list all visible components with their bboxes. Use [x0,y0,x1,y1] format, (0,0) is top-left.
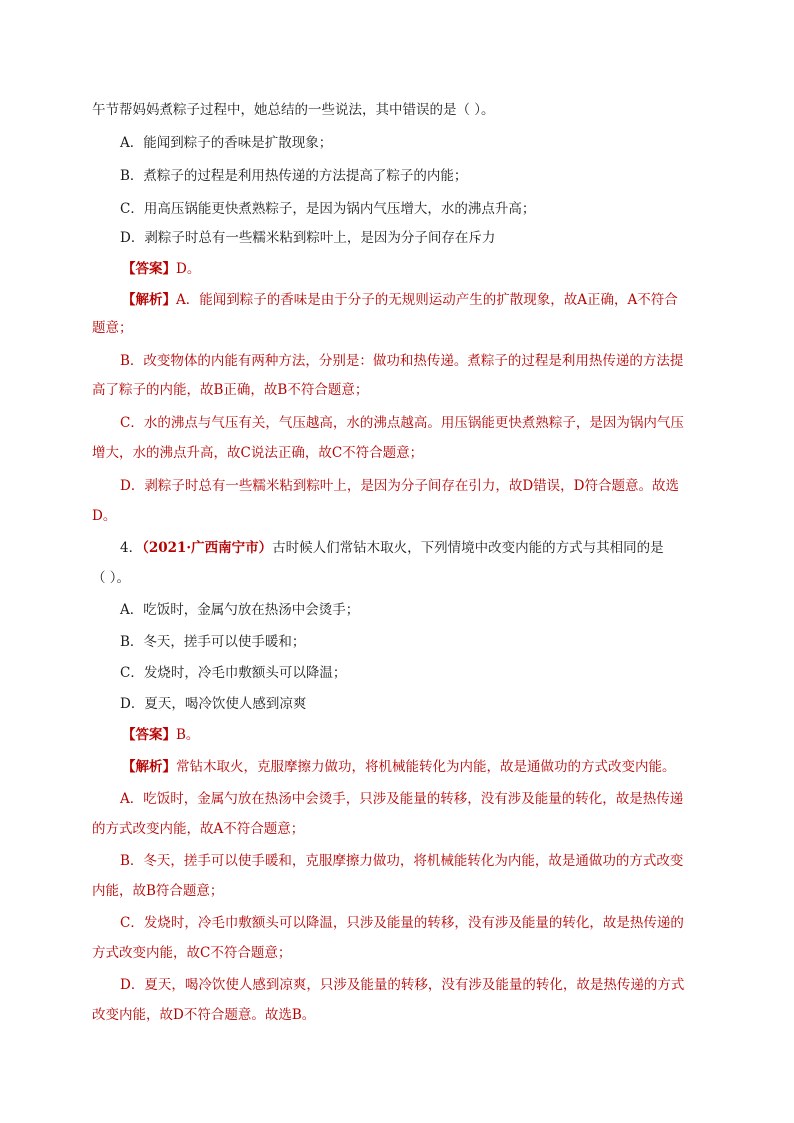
q3-analysis-line-4: 高了粽子的内能，故B正确，故B不符合题意； [92,382,369,398]
q4-number: 4． [120,540,143,556]
analysis-text: 常钻木取火，克服摩擦力做功，将机械能转化为内能，故是通做功的方式改变内能。 [176,759,676,775]
q4-option-c: C．发烧时，冷毛巾敷额头可以降温； [120,665,347,681]
q4-option-a: A．吃饭时，金属勺放在热汤中会烫手； [120,602,360,618]
answer-value: B。 [176,727,200,743]
q3-option-c: C．用高压锅能更快煮熟粽子，是因为锅内气压增大，水的沸点升高； [120,201,536,217]
q3-option-a: A．能闻到粽子的香味是扩散现象； [120,135,333,151]
analysis-text: A．能闻到粽子的香味是由于分子的无规则运动产生的扩散现象，故A正确，A不符合 [176,292,678,308]
q4-stem [120,538,664,558]
q4-option-b: B．冬天，搓手可以使手暖和； [120,634,306,650]
q4-option-d: D．夏天，喝冷饮使人感到凉爽 [120,696,307,712]
q4-analysis-line-5: 内能，故B符合题意； [92,883,224,899]
q3-analysis-line-6: 增大，水的沸点升高，故C说法正确，故C不符合题意； [92,445,424,461]
q4-stem-tail: （ ）。 [92,570,131,586]
q3-analysis-line-1 [122,290,678,310]
q3-stem: 午节帮妈妈煮粽子过程中，她总结的一些说法，其中错误的是（ ）。 [92,102,495,118]
q3-option-b: B．煮粽子的过程是利用热传递的方法提高了粽子的内能； [120,168,468,184]
q3-option-d: D．剥粽子时总有一些糯米粘到粽叶上，是因为分子间存在斥力 [120,230,496,246]
q3-analysis-line-3: B．改变物体的内能有两种方法，分别是：做功和热传递。煮粽子的过程是利用热传递的方法提 [120,353,684,369]
q4-analysis-line-4: B．冬天，搓手可以使手暖和，克服摩擦力做功，将机械能转化为内能，故是通做功的方式改变 [120,853,684,869]
answer-label: 【答案】 [122,261,176,277]
analysis-label: 【解析】 [122,292,176,308]
q4-stem-text: 古时候人们常钻木取火，下列情境中改变内能的方式与其相同的是 [272,540,664,556]
q3-analysis-line-7: D．剥粽子时总有一些糯米粘到粽叶上，是因为分子间存在引力，故D错误，D符合题意。故选 [120,478,679,494]
q4-analysis-line-2: A．吃饭时，金属勺放在热汤中会烫手，只涉及能量的转移，没有涉及能量的转化，故是热传递 [120,791,684,807]
q4-answer [122,725,199,745]
q3-analysis-line-2: 题意； [92,320,133,336]
q4-analysis-line-8: D．夏天，喝冷饮使人感到凉爽，只涉及能量的转移，没有涉及能量的转化，故是热传递的方式 [120,977,685,993]
q4-analysis-line-3: 的方式改变内能，故A不符合题意； [92,821,305,837]
q4-analysis-line-6: C．发烧时，冷毛巾敷额头可以降温，只涉及能量的转移，没有涉及能量的转化，故是热传递的 [120,915,684,931]
analysis-label: 【解析】 [122,759,176,775]
q4-analysis-line-9: 改变内能，故D不符合题意。故选B。 [92,1007,316,1023]
answer-value: D。 [176,261,201,277]
q4-analysis-line-1 [122,757,676,777]
q3-analysis-line-8: D。 [92,508,117,524]
q3-analysis-line-5: C．水的沸点与气压有关，气压越高，水的沸点越高。用压锅能更快煮熟粽子，是因为锅内气压 [120,415,684,431]
q4-source: （2021·广西南宁市） [142,540,273,556]
answer-label: 【答案】 [122,727,176,743]
q3-answer [122,259,200,279]
q4-analysis-line-7: 方式改变内能，故C不符合题意； [92,945,292,961]
